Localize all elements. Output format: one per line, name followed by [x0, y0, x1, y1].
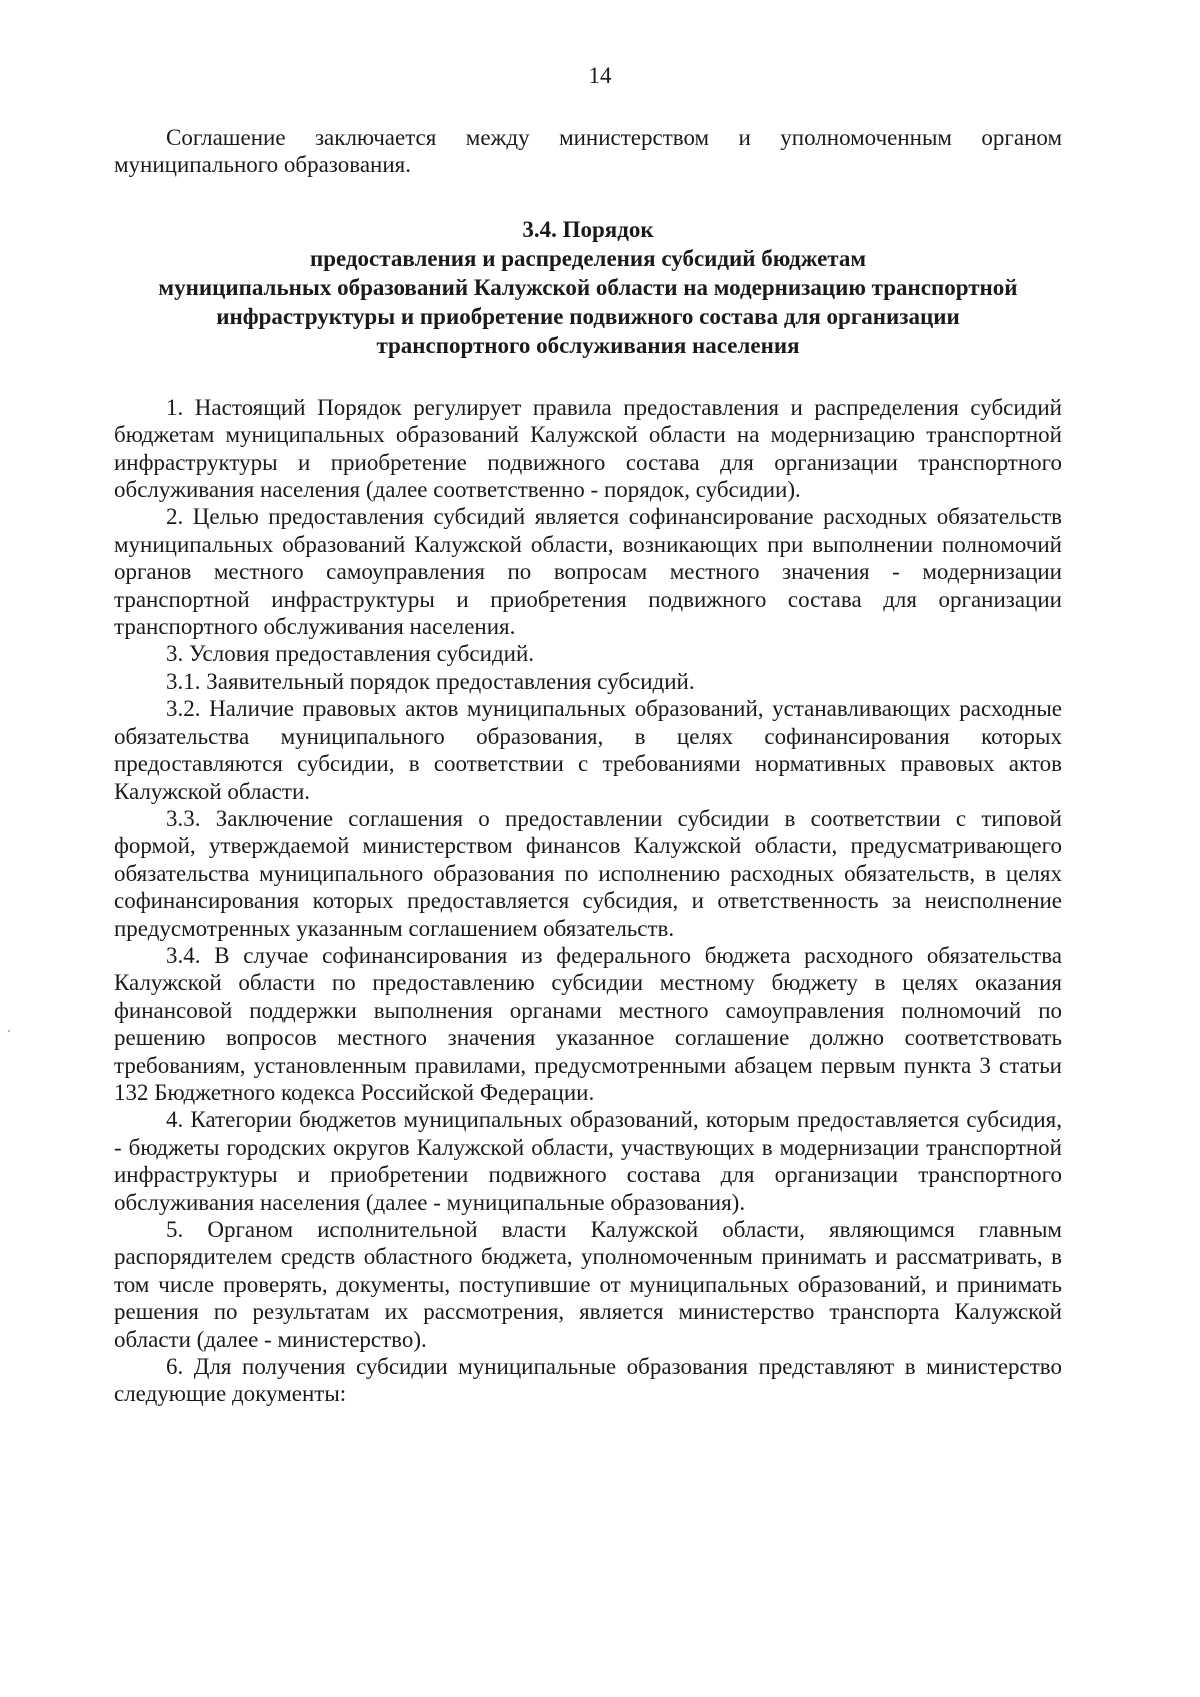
- heading-line: предоставления и распределения субсидий бюджетам: [309, 245, 867, 271]
- paragraph-3: 3. Условия предоставления субсидий.: [166, 641, 535, 667]
- page-number: 14: [588, 63, 612, 88]
- heading-line: 3.4. Порядок: [522, 216, 654, 242]
- paragraph-3-3: 3.3. Заключение соглашения о предоставлении субсидии в соответствии с типовой формой, утверждаемой министерством финансов Калужской области, предусматривающего обязательства муниципального образования по исполнению расходных обязательств, в целях софинансирования которых предоставляется субсидия, и ответственность за неисполнение предусмотренных указанным соглашением обязательств.: [114, 805, 1062, 941]
- paragraph-5: 5. Органом исполнительной власти Калужской области, являющимся главным распорядителем средств областного бюджета, уполномоченным принимать и рассматривать, в том числе проверять, документы, поступившие от муниципальных образований, и принимать решения по результатам их рассмотрения, является министерство транспорта Калужской области (далее - министерство).: [114, 1217, 1062, 1352]
- intro-paragraph: Соглашение заключается между министерством и уполномоченным органом муниципального образования.: [114, 125, 1062, 178]
- scan-speck: [8, 1030, 10, 1032]
- document-body: [114, 124, 1062, 1408]
- paragraph-3-1: 3.1. Заявительный порядок предоставления субсидий.: [166, 668, 695, 694]
- paragraph-2: 2. Целью предоставления субсидий является софинансирование расходных обязательств муниципальных образований Калужской области, возникающих при выполнении полномочий органов местного самоуправления по вопросам местного значения - модернизации транспортной инфраструктуры и приобретения подвижного состава для организации транспортного обслуживания населения.: [114, 504, 1062, 640]
- paragraph-3-4: 3.4. В случае софинансирования из федерального бюджета расходного обязательства Калужской области по предоставлению субсидии местному бюджету в целях оказания финансовой поддержки выполнения органами местного самоуправления полномочий по решению вопросов местного значения указанное соглашение должно соответствовать требованиям, установленным правилами, предусмотренными абзацем первым пункта 3 статьи 132 Бюджетного кодекса Российской Федерации.: [114, 942, 1062, 1105]
- heading-line: транспортного обслуживания населения: [376, 332, 800, 358]
- heading-line: муниципальных образований Калужской области на модернизацию транспортной: [158, 274, 1018, 300]
- section-heading: [114, 215, 1062, 360]
- paragraph-4: 4. Категории бюджетов муниципальных образований, которым предоставляется субсидия, - бюджеты городских округов Калужской области, участвующих в модернизации транспортной инфраструктуры и приобретении подвижного состава для организации транспортного обслуживания населения (далее - муниципальные образования).: [114, 1107, 1062, 1215]
- paragraph-6: 6. Для получения субсидии муниципальные образования представляют в министерство следующие документы:: [114, 1354, 1062, 1407]
- paragraph-1: 1. Настоящий Порядок регулирует правила предоставления и распределения субсидий бюджетам муниципальных образований Калужской области на модернизацию транспортной инфраструктуры и приобретение подвижного состава для организации транспортного обслуживания населения (далее соответственно - порядок, субсидии).: [114, 394, 1062, 503]
- paragraph-3-2: 3.2. Наличие правовых актов муниципальных образований, устанавливающих расходные обязательства муниципального образования, в целях софинансирования которых предоставляются субсидии, в соответствии с требованиями нормативных правовых актов Калужской области.: [114, 696, 1062, 804]
- heading-line: инфраструктуры и приобретение подвижного состава для организации: [216, 303, 960, 329]
